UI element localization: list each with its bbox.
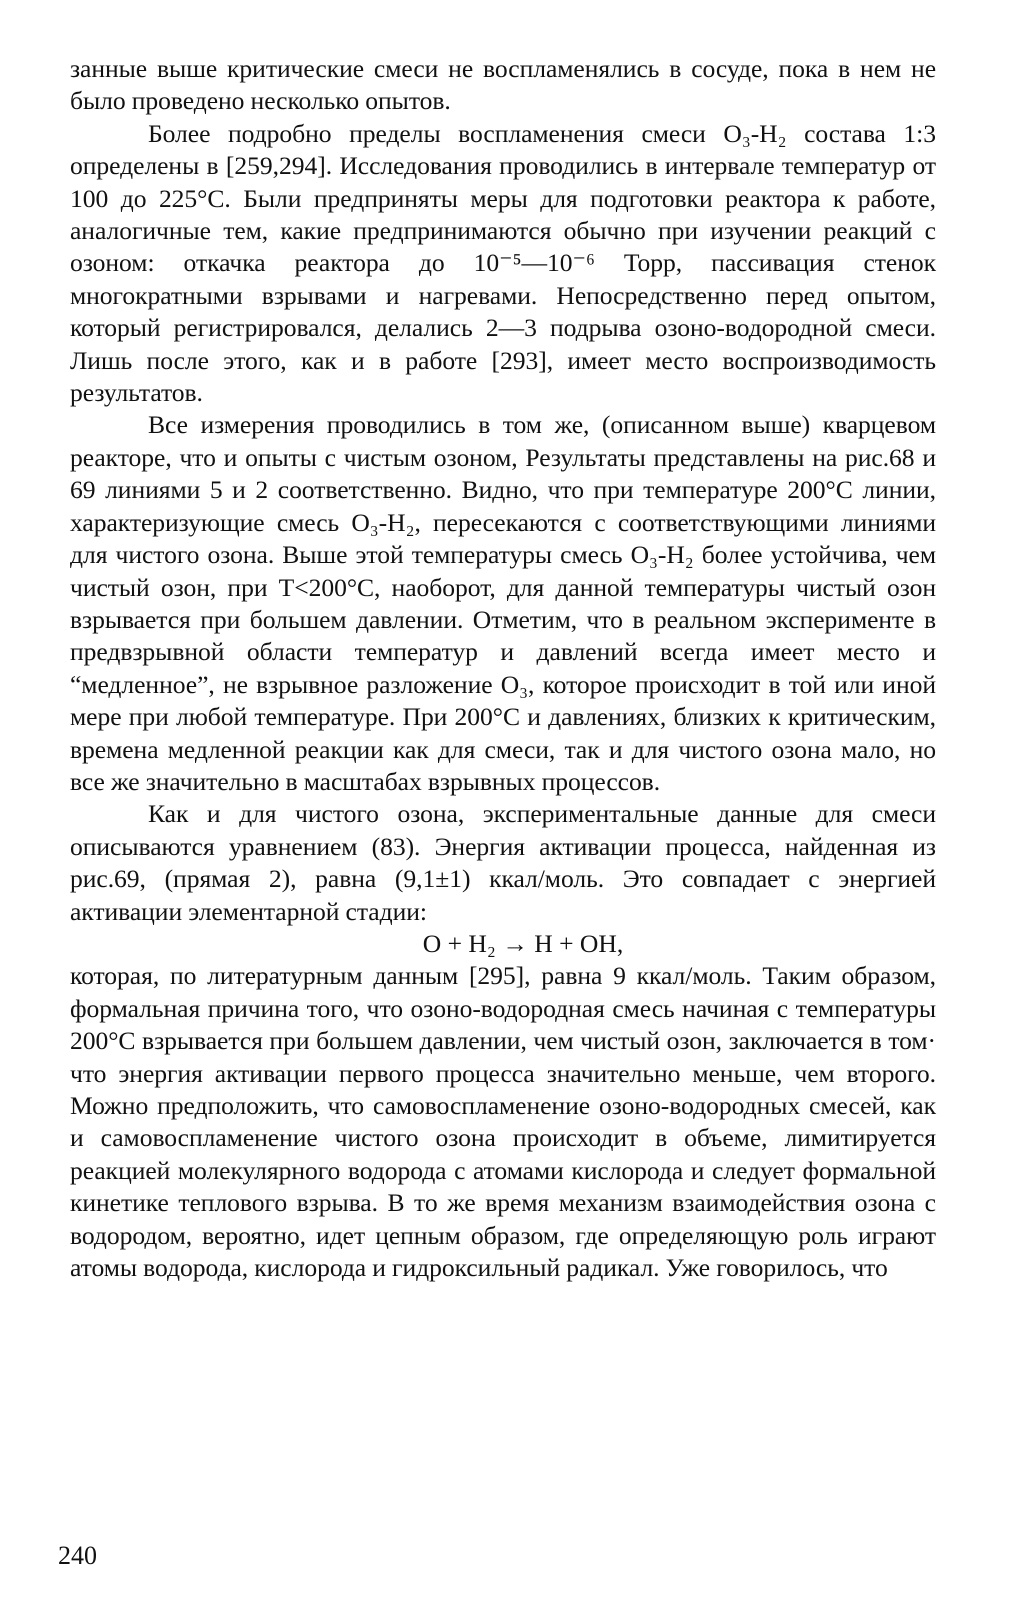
page-number: 240	[58, 1541, 97, 1570]
paragraph-measurements: Все измерения проводились в том же, (описанном выше) кварцевом реакторе, что и опыты с чистым озоном, Результаты представлены на рис.68 и 69 линиями 5 и 2 соответственно. Видно, что при температуре 200°С линии, характеризующие смесь O₃-H₂, пересекаются с соответствующими линиями для чистого озона. Выше этой температуры смесь O₃-H₂ более устойчива, чем чистый озон, при T<200°С, наоборот, для данной температуры чистый озон взрывается при большем давлении. Отметим, что в реальном эксперименте в предвзрывной области температур и давлений всегда имеет место и “медленное”, не взрывное разложение O₃, которое происходит в той или иной мере при любой температуре. При 200°С и давлениях, близких к критическим, времена медленной реакции как для смеси, так и для чистого озона мало, но все же значительно в масштабах взрывных процессов.	[70, 410, 936, 796]
reaction-equation: O + H₂ → H + OH,	[422, 928, 624, 958]
paragraph-continuation: занные выше критические смеси не воспламенялись в сосуде, пока в нем не было проведено несколько опытов.	[70, 54, 936, 116]
paragraph-conclusion: которая, по литературным данным [295], равна 9 ккал/моль. Таким образом, формальная причина того, что озоно-водородная смесь начиная с температуры 200°С взрывается при большем давлении, чем чистый озон, заключается в том· что энергия активации первого процесса значительно меньше, чем второго. Можно предположить, что самовоспламенение озоно-водородных смесей, как и самовоспламенение чистого озона происходит в объеме, лимитируется реакцией молекулярного водорода с атомами кислорода и следует формальной кинетике теплового взрыва. В то же время механизм взаимодействия озона с водородом, вероятно, идет цепным образом, где определяющую роль играют атомы водорода, кислорода и гидроксильный радикал. Уже говорилось, что	[70, 961, 936, 1283]
page-body	[70, 53, 936, 1284]
paragraph-ignition-limits: Более подробно пределы воспламенения смеси O₃-H₂ состава 1:3 определены в [259,294]. Исследования проводились в интервале температур от 100 до 225°С. Были предприняты меры для подготовки реактора к работе, аналогичные тем, какие предпринимаются обычно при изучении реакций с озоном: откачка реактора до 10⁻⁵—10⁻⁶ Торр, пассивация стенок многократными взрывами и нагревами. Непосредственно перед опытом, который регистрировался, делались 2—3 подрыва озоно-водородной смеси. Лишь после этого, как и в работе [293], имеет место воспроизводимость результатов.	[70, 118, 936, 408]
paragraph-activation-energy: Как и для чистого озона, экспериментальные данные для смеси описываются уравнением (83). Энергия активации процесса, найденная из рис.69, (прямая 2), равна (9,1±1) ккал/моль. Это совпадает с энергией активации элементарной стадии:	[70, 799, 936, 926]
